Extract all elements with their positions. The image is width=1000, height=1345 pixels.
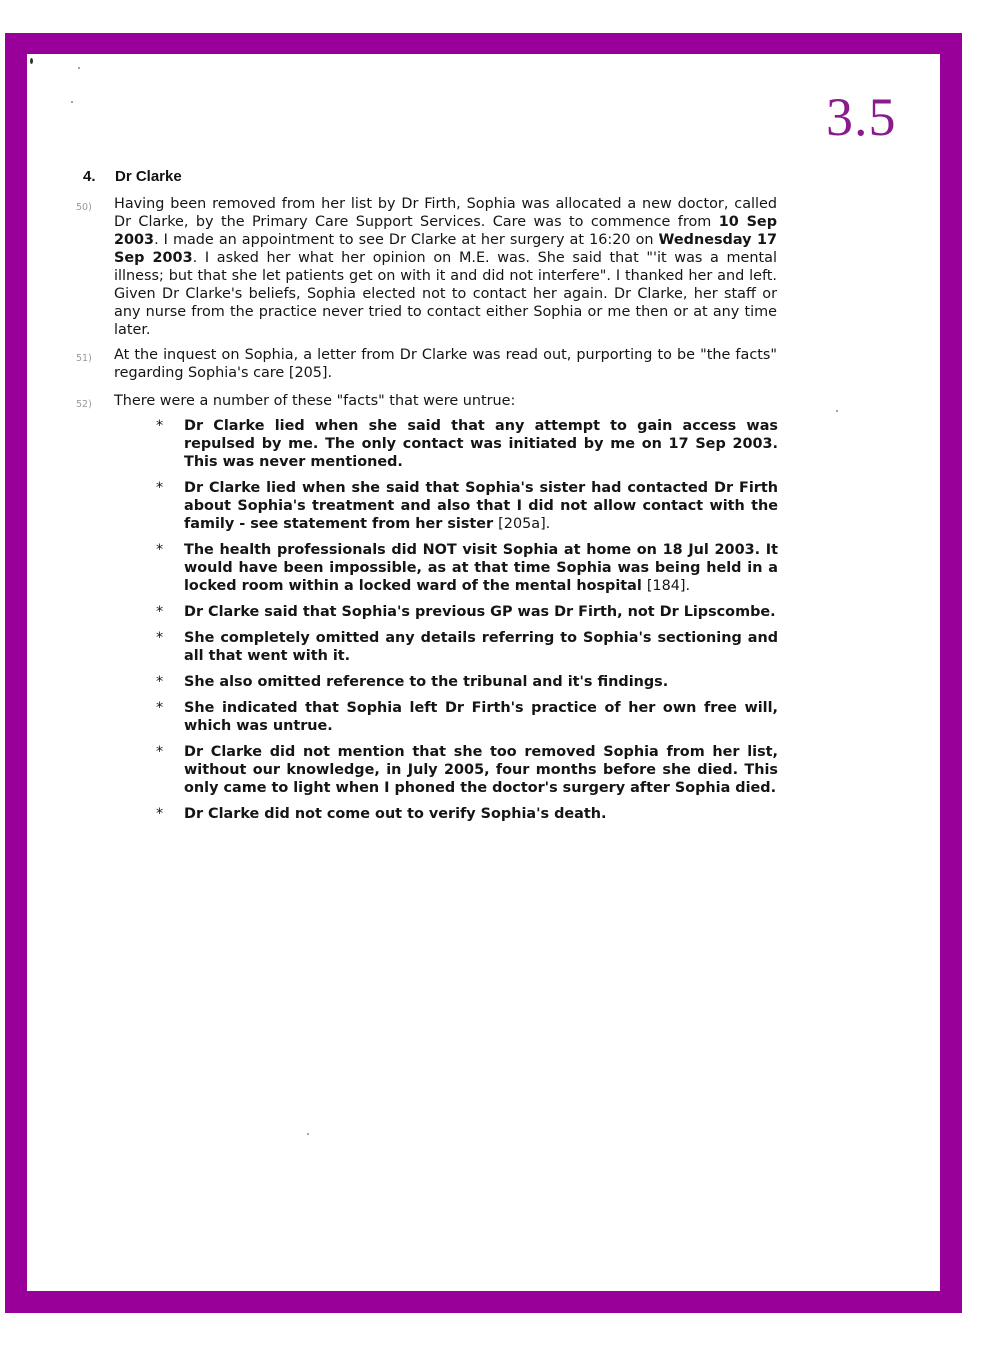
bullet-star: * <box>156 480 164 496</box>
paragraph-52: There were a number of these "facts" that were untrue: <box>114 393 516 409</box>
list-item <box>156 743 778 797</box>
untrue-facts-list <box>156 417 778 831</box>
bullet-text: Dr Clarke said that Sophia's previous GP was Dr Firth, not Dr Lipscombe. <box>184 604 776 620</box>
bullet-star: * <box>156 630 164 646</box>
paragraph-text: . I made an appointment to see Dr Clarke at her surgery at 16:20 on <box>154 232 659 248</box>
paragraph-text: Having been removed from her list by Dr Firth, Sophia was allocated a new doctor, called Dr Clarke, by the Primary Care Support Services. Care was to commence from <box>114 196 777 230</box>
list-item <box>156 541 778 595</box>
bullet-text: The health professionals did NOT visit Sophia at home on 18 Jul 2003. It would have been impossible, as at that time Sophia was being held in a locked room within a locked ward of the mental hospital <box>184 542 778 594</box>
list-item <box>156 805 778 823</box>
scan-mark <box>30 58 33 64</box>
list-item <box>156 629 778 665</box>
date-emphasis: 10 Sep 2003 <box>114 214 777 248</box>
list-item <box>156 603 778 621</box>
bullet-text: She indicated that Sophia left Dr Firth's practice of her own free will, which was untrue. <box>184 700 778 734</box>
bullet-text: Dr Clarke lied when she said that any attempt to gain access was repulsed by me. The only contact was initiated by me on 17 Sep 2003. This was never mentioned. <box>184 418 778 470</box>
list-item <box>156 673 778 691</box>
page-number: 3.5 <box>826 87 897 147</box>
scan-speck <box>836 410 838 412</box>
bullet-star: * <box>156 744 164 760</box>
bullet-text: She completely omitted any details referring to Sophia's sectioning and all that went with it. <box>184 630 778 664</box>
paragraph-number: 51) <box>76 353 92 364</box>
section-number: 4. <box>83 168 96 185</box>
bullet-star: * <box>156 674 164 690</box>
paragraph-text: . I asked her what her opinion on M.E. was. She said that "'it was a mental illness; but that she let patients get on with it and did not interfere". I thanked her and left. Given Dr Clarke's beliefs, Sophia elected not to contact her again. Dr Clarke, her staff or any nurse from the practice never tried to contact either Sophia or me then or at any time later. <box>114 250 777 338</box>
bullet-text: She also omitted reference to the tribunal and it's findings. <box>184 674 669 690</box>
scan-speck <box>71 101 73 103</box>
bullet-star: * <box>156 806 164 822</box>
bullet-star: * <box>156 604 164 620</box>
bullet-text: Dr Clarke did not mention that she too removed Sophia from her list, without our knowledge, in July 2005, four months before she died. This only came to light when I phoned the doctor's surgery after Sophia died. <box>184 744 778 796</box>
paragraph-51: At the inquest on Sophia, a letter from Dr Clarke was read out, purporting to be "the facts" regarding Sophia's care [205]. <box>114 347 777 381</box>
reference: [184]. <box>646 578 691 594</box>
bullet-star: * <box>156 700 164 716</box>
scan-speck <box>307 1133 309 1135</box>
date-emphasis: Wednesday 17 Sep 2003 <box>114 232 777 266</box>
list-item <box>156 699 778 735</box>
paragraph-number: 50) <box>76 202 92 213</box>
bullet-text: Dr Clarke lied when she said that Sophia's sister had contacted Dr Firth about Sophia's treatment and also that I did not allow contact with the family - see statement from her sister <box>184 480 778 532</box>
reference: [205a]. <box>498 516 551 532</box>
bullet-star: * <box>156 542 164 558</box>
scan-speck <box>78 67 80 69</box>
paragraph-50 <box>114 195 777 339</box>
list-item <box>156 417 778 471</box>
paragraph-number: 52) <box>76 399 92 410</box>
bullet-text: Dr Clarke did not come out to verify Sophia's death. <box>184 806 607 822</box>
bullet-star: * <box>156 418 164 434</box>
list-item <box>156 479 778 533</box>
section-title: Dr Clarke <box>115 168 182 185</box>
section-heading <box>83 168 182 185</box>
